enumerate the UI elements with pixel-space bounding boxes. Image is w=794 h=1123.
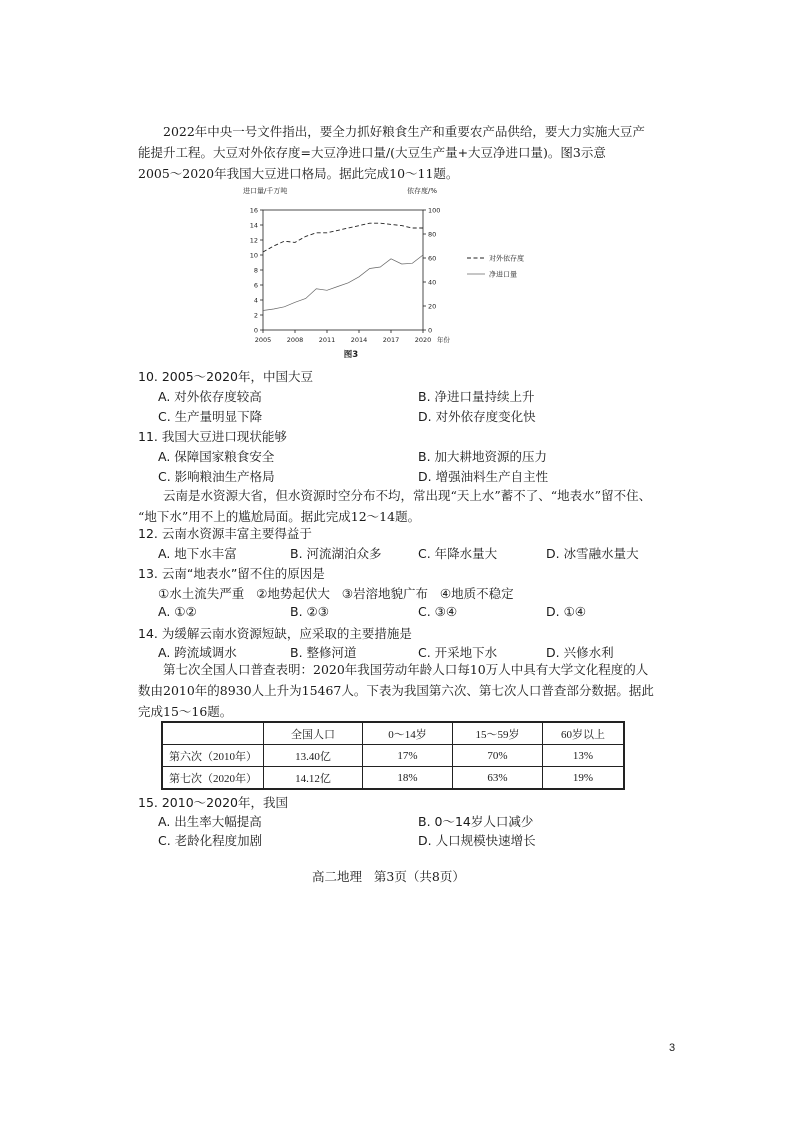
table-cell: 第七次（2020年） [162,767,264,790]
intro-1-line-2: 能提升工程。大豆对外依存度=大豆净进口量/(大豆生产量+大豆净进口量)。图3示意 [138,145,606,160]
question-13-stem: 13. 云南“地表水”留不住的原因是 [138,566,325,581]
q12-option-a[interactable]: A. 地下水丰富 [158,546,237,561]
table-cell: 19% [543,767,625,790]
left-axis-tick-label: 0 [253,326,258,335]
population-census-table [161,721,625,790]
table-cell: 第六次（2010年） [162,745,264,767]
table-cell: 14.12亿 [264,767,363,790]
table-cell: 70% [453,745,543,767]
q14-option-b[interactable]: B. 整修河道 [290,645,357,660]
question-10-stem: 10. 2005～2020年，中国大豆 [138,369,313,384]
x-axis-tick-label: 2011 [318,336,336,344]
right-axis-tick-label: 40 [428,278,437,287]
table-header-cell: 60岁以上 [543,722,625,745]
q14-option-a[interactable]: A. 跨流域调水 [158,645,237,660]
q13-option-a[interactable]: A. ①② [158,604,197,619]
table-cell: 17% [363,745,453,767]
table-cell: 63% [453,767,543,790]
chart-title: 图3 [343,350,359,360]
right-axis-tick-label: 60 [428,254,437,263]
intro-paragraph-2 [138,485,658,527]
intro-3-line-3: 完成15～16题。 [138,704,233,719]
right-axis-tick-label: 20 [428,302,437,311]
question-11-stem: 11. 我国大豆进口现状能够 [138,429,287,444]
table-cell: 13% [543,745,625,767]
q15-option-a[interactable]: A. 出生率大幅提高 [158,814,262,829]
q15-option-b[interactable]: B. 0～14岁人口减少 [418,814,534,829]
q10-option-b[interactable]: B. 净进口量持续上升 [418,389,535,404]
right-axis-label: 依存度/% [407,187,438,195]
q15-option-c[interactable]: C. 老龄化程度加剧 [158,833,263,848]
left-axis-tick-label: 16 [249,206,258,215]
left-axis-tick-label: 12 [249,236,258,245]
q12-option-c[interactable]: C. 年降水量大 [418,546,498,561]
q11-option-a[interactable]: A. 保障国家粮食安全 [158,449,275,464]
table-cell: 18% [363,767,453,790]
right-axis-tick-label: 100 [428,206,441,215]
right-axis-tick-label: 0 [428,326,433,335]
q11-option-d[interactable]: D. 增强油料生产自主性 [418,469,549,484]
left-axis-tick-label: 2 [253,311,258,320]
q13-option-d[interactable]: D. ①④ [546,604,586,619]
left-axis-tick-label: 6 [253,281,258,290]
x-axis-tick-label: 2017 [382,336,400,344]
x-axis-unit: 年份 [437,336,450,344]
table-header-cell [162,722,264,745]
soybean-import-chart [225,182,565,362]
q14-option-c[interactable]: C. 开采地下水 [418,645,498,660]
question-15-stem: 15. 2010～2020年，我国 [138,795,288,810]
page-footer: 高二地理 第3页（共8页） [312,869,465,884]
x-axis-tick-label: 2020 [414,336,432,344]
q13-option-c[interactable]: C. ③④ [418,604,458,619]
intro-2-line-2: “地下水”用不上的尴尬局面。据此完成12～14题。 [138,509,421,524]
q14-option-d[interactable]: D. 兴修水利 [546,645,614,660]
intro-1-line-1: 2022年中央一号文件指出，要全力抓好粮食生产和重要农产品供给，要大力实施大豆产 [163,124,645,139]
q13-option-b[interactable]: B. ②③ [290,604,329,619]
left-axis-tick-label: 8 [253,266,258,275]
table-row [162,745,624,767]
table-header-cell: 15～59岁 [453,722,543,745]
q11-option-c[interactable]: C. 影响粮油生产格局 [158,469,275,484]
question-14-stem: 14. 为缓解云南水资源短缺，应采取的主要措施是 [138,626,412,641]
x-axis-tick-label: 2005 [254,336,272,344]
net-import-series-line [263,255,423,311]
q10-option-c[interactable]: C. 生产量明显下降 [158,409,263,424]
table-header-row [162,722,624,745]
question-12-stem: 12. 云南水资源丰富主要得益于 [138,526,312,541]
intro-2-line-1: 云南是水资源大省，但水资源时空分布不均，常出现“天上水”蓄不了、“地表水”留不住、 [163,488,652,503]
left-axis-tick-label: 10 [249,251,258,260]
dependency-series-line [263,223,423,252]
right-axis-tick-label: 80 [428,230,437,239]
intro-3-line-1: 第七次全国人口普查表明：2020年我国劳动年龄人口每10万人中具有大学文化程度的人 [163,662,649,677]
intro-3-line-2: 数由2010年的8930人上升为15467人。下表为我国第六次、第七次人口普查部分数据。据此 [138,683,654,698]
q10-option-d[interactable]: D. 对外依存度变化快 [418,409,536,424]
x-axis-tick-label: 2008 [286,336,304,344]
q12-option-b[interactable]: B. 河流湖泊众多 [290,546,382,561]
left-axis-label: 进口量/千万吨 [243,187,288,195]
intro-paragraph-1 [138,121,658,184]
table-cell: 13.40亿 [264,745,363,767]
legend-label: 对外依存度 [489,254,524,263]
left-axis-tick-label: 4 [253,296,258,305]
table-header-cell: 全国人口 [264,722,363,745]
q12-option-d[interactable]: D. 冰雪融水量大 [546,546,639,561]
q11-option-b[interactable]: B. 加大耕地资源的压力 [418,449,548,464]
q10-option-a[interactable]: A. 对外依存度较高 [158,389,262,404]
legend-label: 净进口量 [489,270,517,279]
left-axis-tick-label: 14 [249,221,258,230]
page-number: 3 [669,1042,676,1054]
intro-1-line-3: 2005～2020年我国大豆进口格局。据此完成10～11题。 [138,166,459,181]
x-axis-tick-label: 2014 [350,336,368,344]
q13-statements: ①水土流失严重 ②地势起伏大 ③岩溶地貌广布 ④地质不稳定 [158,586,514,601]
table-header-cell: 0～14岁 [363,722,453,745]
table-row [162,767,624,790]
q15-option-d[interactable]: D. 人口规模快速增长 [418,833,536,848]
intro-paragraph-3 [138,659,658,722]
plot-frame [263,210,423,330]
